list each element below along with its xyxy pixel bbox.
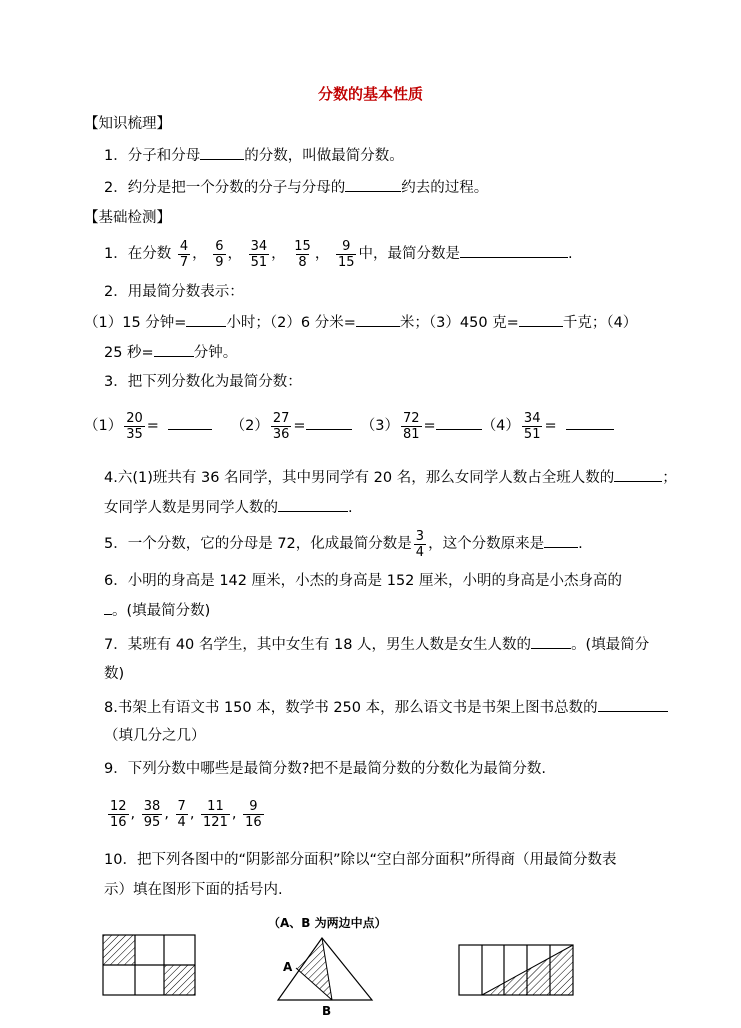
- text: ；: [662, 470, 677, 486]
- text: 1．在分数: [104, 246, 172, 262]
- question-2-title: 2．用最简分数表示：: [104, 284, 244, 300]
- question-9-title: 9．下列分数中哪些是最简分数?把不是最简分数的分数化为最简分数.: [104, 761, 547, 777]
- numerator: 72: [402, 410, 420, 426]
- section-basic-test: 【基础检测】: [84, 210, 171, 226]
- text: （1）15 分钟=: [84, 315, 187, 331]
- question-3-title: 3．把下列分数化为最简分数：: [104, 374, 302, 390]
- denominator: 51: [523, 426, 541, 442]
- section-knowledge: 【知识梳理】: [84, 116, 171, 132]
- denominator: 7: [179, 254, 189, 270]
- item-label: （1）: [84, 418, 123, 434]
- denominator: 16: [110, 814, 127, 830]
- denominator: 4: [177, 814, 186, 830]
- numerator: 34: [250, 238, 268, 254]
- text: 米；（3）450 克=: [399, 315, 519, 331]
- numerator: 9: [342, 238, 351, 254]
- numerator: 27: [272, 410, 290, 426]
- text: 千克；（4）: [562, 315, 638, 331]
- text: 8.书架上有语文书 150 本，数学书 250 本，那么语文书是书架上图书总数的: [104, 700, 598, 716]
- page-title: 分数的基本性质: [317, 85, 423, 103]
- text: 。(填最简分: [571, 637, 650, 653]
- question-10-line-2: 示）填在图形下面的括号内.: [104, 882, 283, 898]
- figure-striped-rectangle: [459, 945, 573, 995]
- text: .: [348, 500, 353, 516]
- question-3-items: （1） $\frac{20}{35}$ = （2） $\frac{27}{36}$ = （3） $\frac{72}{81}$ = （4） $\frac{34}{51}$ =: [84, 408, 614, 444]
- text: 的分数，叫做最简分数。: [244, 148, 404, 164]
- text: 4.六(1)班共有 36 名同学，其中男同学有 20 名，那么女同学人数占全班人数的: [104, 470, 615, 486]
- question-8-line-2: （填几分之几）: [104, 728, 206, 744]
- text: 7．某班有 40 名学生，其中女生有 18 人，男生人数是女生人数的: [104, 637, 532, 653]
- question-1: 1．在分数 $\frac{4}{7}$ ， $\frac{6}{9}$ ， $\frac{34}{51}$ ， $\frac{15}{8}$ ， $\frac{9}{15}$ 中，最简分数是 .: [104, 238, 573, 270]
- numerator: 4: [179, 238, 189, 254]
- denominator: 51: [250, 254, 268, 270]
- point-label-b: B: [322, 1004, 332, 1018]
- text: 中，最简分数是: [358, 246, 460, 262]
- point-label-a: A: [283, 960, 293, 974]
- numerator: 7: [177, 798, 186, 814]
- text: 约去的过程。: [401, 180, 489, 196]
- text: .: [578, 536, 583, 552]
- item-label: （2）: [230, 418, 269, 434]
- numerator: 20: [126, 410, 143, 426]
- text: 25 秒=: [104, 345, 154, 361]
- question-9-fractions: $\frac{12}{16}$ , $\frac{38}{95}$ , $\frac{7}{4}$ , $\frac{11}{121}$ , $\frac{9}{16}$: [110, 798, 262, 830]
- text: 小时；（2）6 分米=: [226, 315, 356, 331]
- shaded-cell: [164, 965, 195, 995]
- numerator: 12: [110, 798, 127, 814]
- numerator: 34: [523, 410, 541, 426]
- denominator: 15: [337, 254, 355, 270]
- denominator: 36: [272, 426, 290, 442]
- question-6-line-1: 6．小明的身高是 142 厘米，小杰的身高是 152 厘米，小明的身高是小杰身高的: [104, 573, 623, 589]
- denominator: 35: [126, 426, 143, 442]
- text: 分钟。: [193, 345, 238, 361]
- numerator: 9: [249, 798, 258, 814]
- denominator: 16: [245, 814, 262, 830]
- denominator: 121: [203, 814, 228, 830]
- denominator: 9: [215, 254, 224, 270]
- numerator: 3: [415, 528, 425, 544]
- question-7-line-2: 数): [104, 666, 125, 682]
- numerator: 15: [294, 238, 311, 254]
- numerator: 6: [215, 238, 224, 254]
- question-10-line-1: 10．把下列各图中的“阴影部分面积”除以“空白部分面积”所得商（用最简分数表: [104, 852, 617, 868]
- denominator: 81: [402, 426, 420, 442]
- shaded-cell: [103, 935, 135, 965]
- numerator: 38: [143, 798, 161, 814]
- numerator: 11: [207, 798, 224, 814]
- denominator: 4: [415, 544, 425, 560]
- text: 5．一个分数，它的分母是 72，化成最简分数是: [104, 536, 412, 552]
- text: 2．约分是把一个分数的分子与分母的: [104, 180, 346, 196]
- text: 1．分子和分母: [104, 148, 201, 164]
- text: .: [567, 246, 573, 262]
- item-label: （4）: [481, 418, 520, 434]
- denominator: 95: [143, 814, 161, 830]
- text: 。(填最简分数): [112, 603, 211, 619]
- item-label: （3）: [360, 418, 399, 434]
- figure-grid-rectangle: [103, 935, 195, 995]
- text: 女同学人数是男同学人数的: [104, 500, 278, 516]
- text: ，这个分数原来是: [428, 536, 545, 552]
- denominator: 8: [298, 254, 307, 270]
- figure-caption: （A、B 为两边中点）: [268, 916, 387, 930]
